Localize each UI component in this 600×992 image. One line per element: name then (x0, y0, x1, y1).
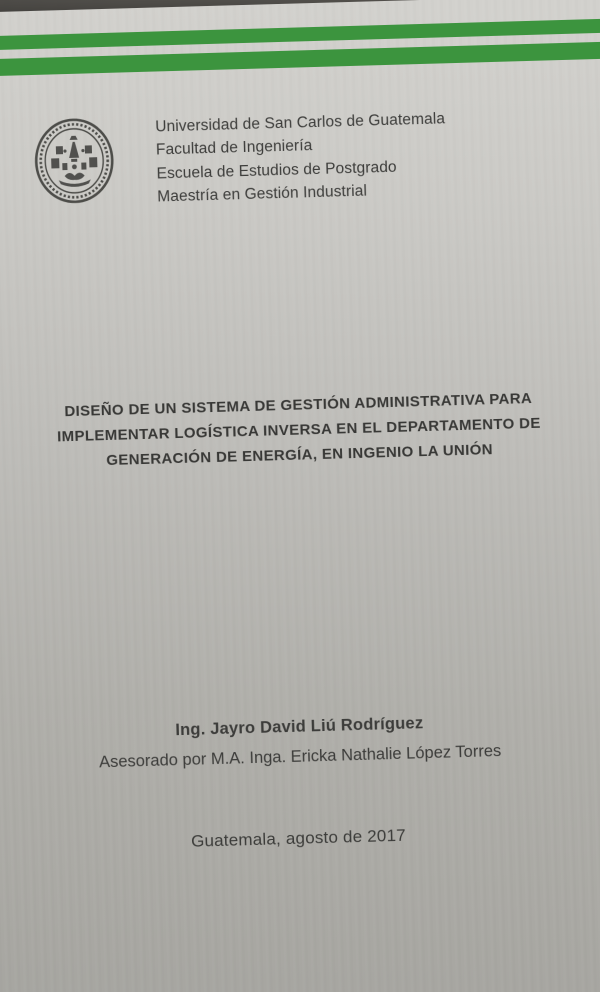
thesis-title-line-2: IMPLEMENTAR LOGÍSTICA INVERSA EN EL DEPARTAMENTO DE (56, 414, 541, 446)
thesis-title (0, 384, 600, 476)
advisor-line: Asesorado por M.A. Inga. Ericka Nathalie López Torres (98, 741, 502, 772)
place-date-line: Guatemala, agosto de 2017 (190, 825, 407, 851)
thesis-title-line-1: DISEÑO DE UN SISTEMA DE GESTIÓN ADMINISTRATIVA PARA (64, 389, 533, 421)
university-seal-icon (33, 117, 115, 205)
author-name: Ing. Jayro David Liú Rodríguez (175, 714, 424, 740)
letterhead-text (155, 107, 447, 209)
thesis-title-line-3: GENERACIÓN DE ENERGÍA, EN INGENIO LA UNIÓN (106, 441, 494, 470)
faculty-name: Facultad de Ingeniería (155, 137, 313, 159)
program-name: Maestría en Gestión Industrial (157, 182, 368, 206)
university-name: Universidad de San Carlos de Guatemala (155, 110, 446, 136)
school-name: Escuela de Estudios de Postgrado (156, 158, 397, 183)
author-section (0, 703, 600, 780)
letterhead-header (33, 103, 447, 212)
